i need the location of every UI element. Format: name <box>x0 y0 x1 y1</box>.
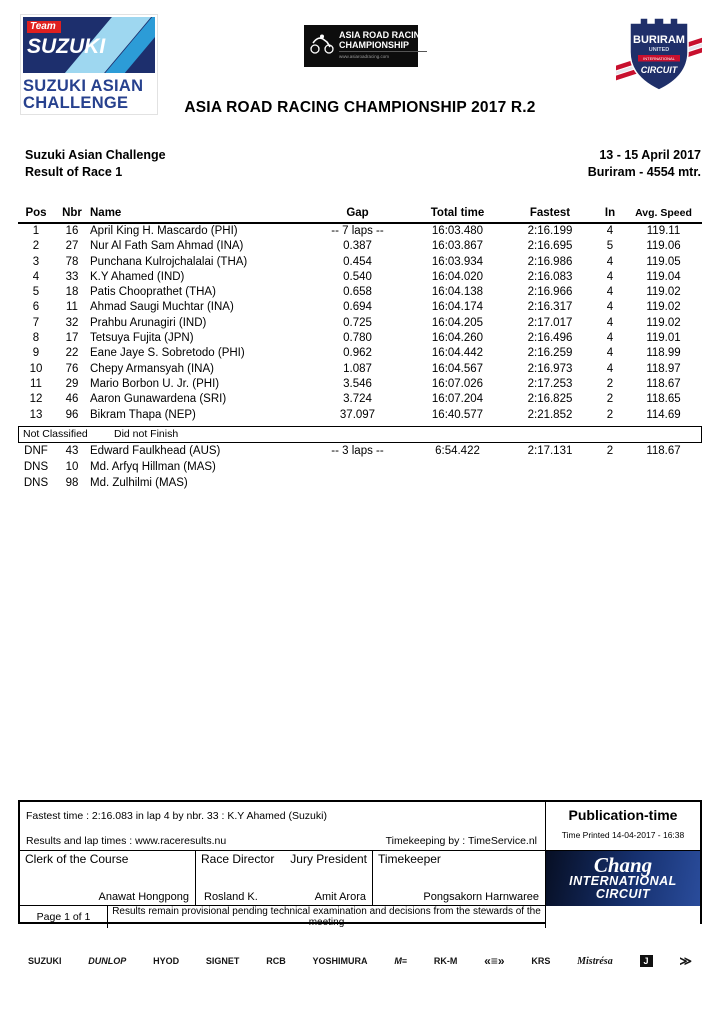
result-cell: 4 <box>606 286 614 299</box>
result-cell: 4 <box>606 270 614 283</box>
result-cell: 78 <box>65 255 79 268</box>
result-cell: 2:16.199 <box>527 225 573 237</box>
publication-time-title: Publication-time <box>568 807 678 823</box>
result-cell <box>305 460 410 476</box>
footer-empty-cell <box>545 906 700 928</box>
result-cell: 16:04.174 <box>431 301 484 314</box>
timekeeper-name: Pongsakorn Harnwaree <box>423 891 539 903</box>
result-row <box>18 362 702 377</box>
result-cell: 0.387 <box>343 240 372 253</box>
provisional-disclaimer: Results remain provisional pending technical examination and decisions from the stewards of the meeting <box>112 906 541 928</box>
chang-circuit-logo <box>545 851 700 906</box>
wing-logo: ≫ <box>679 954 692 968</box>
results-table <box>18 207 702 423</box>
event-dates: 13 - 15 April 2017 <box>599 148 701 162</box>
result-cell: 0.658 <box>343 286 372 299</box>
mistresa-logo: Mistrésa <box>577 955 613 967</box>
result-cell: 2:16.259 <box>527 347 573 360</box>
result-cell: 11 <box>30 377 42 390</box>
event-venue: Buriram - 4554 mtr. <box>587 165 701 179</box>
arrc-url: www.asiaroadracing.com <box>339 51 427 62</box>
svg-text:BURIRAM: BURIRAM <box>633 34 685 46</box>
result-row <box>18 255 702 270</box>
result-cell: 29 <box>65 377 79 390</box>
result-cell: 2:16.825 <box>527 393 573 406</box>
hyod-logo: HYOD <box>153 956 180 966</box>
result-cell <box>410 460 505 476</box>
result-cell: Nur Al Fath Sam Ahmad (INA) <box>90 240 244 253</box>
results-url: Results and lap times : www.raceresults.nu <box>26 835 227 847</box>
result-cell: 119.11 <box>646 225 681 237</box>
j-box-logo: J <box>640 955 653 967</box>
result-cell: 32 <box>65 316 79 329</box>
result-cell: 0.540 <box>343 270 372 283</box>
result-cell: 16:04.205 <box>431 316 484 329</box>
result-cell: 10 <box>29 362 43 375</box>
col-nbr: Nbr <box>54 207 90 223</box>
result-cell: 4 <box>606 332 614 345</box>
chang-circuit: CIRCUIT <box>595 887 651 901</box>
result-cell: April King H. Mascardo (PHI) <box>90 225 238 237</box>
result-cell: 118.67 <box>646 445 681 457</box>
result-cell: 2:16.966 <box>527 286 573 299</box>
timekeeper-cell <box>372 851 545 905</box>
col-in: In <box>595 207 625 223</box>
yoshimura-logo: YOSHIMURA <box>312 956 368 966</box>
col-total-time: Total time <box>410 207 505 223</box>
result-cell: 118.97 <box>646 362 681 375</box>
result-cell: DNS <box>23 476 49 489</box>
result-cell: 5 <box>606 240 614 253</box>
result-cell: 18 <box>65 286 79 299</box>
suzuki-sponsor-logo: SUZUKI <box>28 956 62 966</box>
result-cell: 2:16.986 <box>527 255 573 268</box>
officials-row <box>20 851 545 906</box>
not-classified-table-wrap <box>18 444 702 491</box>
result-cell: 16:04.442 <box>431 347 484 360</box>
result-cell: 119.02 <box>646 316 681 329</box>
result-cell: 2 <box>606 377 614 390</box>
result-row <box>18 239 702 254</box>
result-cell: 46 <box>65 393 79 406</box>
page-number: Page 1 of 1 <box>20 906 108 928</box>
result-cell: 16:04.138 <box>431 286 484 299</box>
result-cell: 6:54.422 <box>435 445 480 457</box>
clerk-role: Clerk of the Course <box>25 852 129 866</box>
result-cell: 22 <box>65 347 79 360</box>
arrc-line2: CHAMPIONSHIP <box>339 40 410 50</box>
result-cell: 12 <box>29 393 43 406</box>
result-cell: 2:17.253 <box>527 377 573 390</box>
result-cell: DNF <box>24 445 48 457</box>
result-cell: 2 <box>606 445 614 457</box>
result-cell: 16:03.934 <box>431 255 484 268</box>
result-cell: 0.780 <box>343 332 372 345</box>
result-cell: K.Y Ahamed (IND) <box>90 270 185 283</box>
result-cell: 7 <box>32 316 40 329</box>
result-cell: 37.097 <box>339 408 376 421</box>
jury-president-name: Amit Arora <box>314 891 366 903</box>
col-pos: Pos <box>18 207 54 223</box>
chang-wordmark: Chang <box>593 853 653 877</box>
result-cell: 119.02 <box>646 286 681 299</box>
result-row <box>18 223 702 239</box>
result-cell: Punchana Kulrojchalalai (THA) <box>90 255 248 268</box>
result-cell: 4 <box>32 270 40 283</box>
result-cell <box>625 460 702 476</box>
col-fastest: Fastest <box>505 207 595 223</box>
result-cell: 3.546 <box>343 377 372 390</box>
result-cell: 43 <box>65 445 79 457</box>
result-cell: 16:07.026 <box>431 377 484 390</box>
result-cell: 0.962 <box>343 347 372 360</box>
championship-name: Suzuki Asian Challenge <box>25 148 166 162</box>
director-jury-cell <box>195 851 372 905</box>
result-cell: Ahmad Saugi Muchtar (INA) <box>90 301 234 314</box>
result-row <box>18 300 702 315</box>
col-avg-speed: Avg. Speed <box>625 207 702 223</box>
result-row <box>18 331 702 346</box>
suzuki-asian-label: SUZUKI ASIAN <box>23 77 144 95</box>
race-director-name: Rosland K. <box>204 891 258 903</box>
not-classified-row <box>18 444 702 460</box>
result-cell: 119.04 <box>646 270 681 283</box>
result-cell: Md. Arfyq Hillman (MAS) <box>90 460 216 473</box>
svg-text:CIRCUIT: CIRCUIT <box>640 65 678 75</box>
result-row <box>18 392 702 407</box>
result-cell: 2:16.317 <box>527 301 573 314</box>
result-cell: 5 <box>32 286 40 299</box>
results-table-wrap <box>18 207 702 423</box>
result-row <box>18 346 702 361</box>
suzuki-wordmark-panel <box>23 17 155 73</box>
result-cell <box>595 476 625 492</box>
result-cell: 17 <box>65 332 79 345</box>
krs-logo: KRS <box>531 956 551 966</box>
result-cell: 16:04.260 <box>431 332 484 345</box>
result-cell: 33 <box>65 270 79 283</box>
result-cell: 119.05 <box>646 255 681 268</box>
result-cell: 4 <box>606 225 614 237</box>
rk-m-logo: RK-M <box>433 956 458 966</box>
result-row <box>18 270 702 285</box>
result-cell: 10 <box>65 460 79 473</box>
result-cell: Prahbu Arunagiri (IND) <box>90 316 207 329</box>
result-cell: Eane Jaye S. Sobretodo (PHI) <box>90 347 245 360</box>
results-links-row <box>20 831 545 851</box>
result-cell: 2 <box>606 393 614 406</box>
result-cell: Md. Zulhilmi (MAS) <box>90 476 188 489</box>
fastest-time-line: Fastest time : 2:16.083 in lap 4 by nbr. 33 : K.Y Ahamed (Suzuki) <box>26 810 327 822</box>
result-cell: 27 <box>65 240 79 253</box>
result-cell: 114.69 <box>646 408 681 421</box>
result-cell: 4 <box>606 316 614 329</box>
timekeeper-role: Timekeeper <box>378 852 441 866</box>
result-cell: 0.725 <box>343 316 372 329</box>
race-director-role: Race Director <box>201 852 275 866</box>
result-cell: 16:40.577 <box>431 408 484 421</box>
svg-text:UNITED: UNITED <box>648 47 670 53</box>
result-cell: 119.02 <box>646 301 681 314</box>
result-cell: 16:03.867 <box>431 240 484 253</box>
result-cell: 0.454 <box>343 255 372 268</box>
result-cell: 76 <box>65 362 79 375</box>
result-cell: 2:16.973 <box>527 362 573 375</box>
result-row <box>18 285 702 300</box>
arrc-line1: ASIA ROAD RACING <box>339 30 428 40</box>
arrc-logo <box>304 25 428 67</box>
result-cell: 11 <box>66 301 78 314</box>
result-cell: 1 <box>32 225 40 237</box>
event-date-venue <box>588 147 701 181</box>
result-cell: 4 <box>606 362 614 375</box>
results-header-row <box>18 207 702 223</box>
dunlop-logo: DUNLOP <box>88 956 127 966</box>
result-cell: 4 <box>606 347 614 360</box>
result-cell: 16:04.020 <box>431 270 484 283</box>
result-cell: 2:16.695 <box>527 240 573 253</box>
chang-international: INTERNATIONAL <box>569 874 677 888</box>
event-info <box>25 147 166 181</box>
result-cell: 16 <box>65 225 79 237</box>
result-cell: Bikram Thapa (NEP) <box>90 408 196 421</box>
result-cell: 118.67 <box>646 377 681 390</box>
not-classified-label: Not Classified <box>23 428 88 440</box>
result-cell: Edward Faulkhead (AUS) <box>90 445 221 457</box>
result-cell: 1.087 <box>343 362 372 375</box>
result-cell: 2:17.017 <box>527 316 573 329</box>
result-cell: Patis Chooprathet (THA) <box>90 286 216 299</box>
result-cell: 119.06 <box>646 240 681 253</box>
time-printed: Time Printed 14-04-2017 - 16:38 <box>561 830 685 840</box>
signet-logo: SIGNET <box>205 956 240 966</box>
page-title: ASIA ROAD RACING CHAMPIONSHIP 2017 R.2 <box>184 99 536 116</box>
timekeeping-by: Timekeeping by : TimeService.nl <box>385 835 537 847</box>
result-cell: 2:16.496 <box>527 332 573 345</box>
arrc-text-block <box>339 30 427 62</box>
clerk-name: Anawat Hongpong <box>98 891 189 903</box>
result-cell <box>595 460 625 476</box>
jury-president-role: Jury President <box>290 852 367 866</box>
result-cell: 2:21.852 <box>527 408 573 421</box>
not-classified-row <box>18 460 702 476</box>
col-name: Name <box>90 207 305 223</box>
oval-logo: «≡» <box>484 954 505 968</box>
result-cell: 16:04.567 <box>431 362 484 375</box>
result-cell: 2 <box>606 408 614 421</box>
challenge-label: CHALLENGE <box>23 94 129 112</box>
result-row <box>18 377 702 392</box>
result-cell: 98 <box>65 476 79 489</box>
not-classified-row <box>18 476 702 492</box>
result-cell: 8 <box>32 332 40 345</box>
result-cell: Chepy Armansyah (INA) <box>90 362 214 375</box>
buriram-circuit-logo <box>616 10 702 98</box>
result-cell: 4 <box>606 301 614 314</box>
sponsor-logos-row <box>28 948 692 974</box>
result-row <box>18 316 702 331</box>
result-cell: 118.65 <box>646 393 681 406</box>
result-cell: 9 <box>32 347 40 360</box>
did-not-finish-label: Did not Finish <box>114 428 179 440</box>
result-cell: 2:16.083 <box>527 270 573 283</box>
page-row <box>20 906 545 928</box>
result-cell <box>625 476 702 492</box>
result-row <box>18 408 702 423</box>
svg-text:INTERNATIONAL: INTERNATIONAL <box>643 56 675 61</box>
not-classified-bar <box>18 426 702 443</box>
team-tag: Team <box>27 21 61 33</box>
motorcycle-icon <box>309 32 335 61</box>
result-cell: 6 <box>32 301 40 314</box>
race-name: Result of Race 1 <box>25 165 123 179</box>
suzuki-brand: SUZUKI <box>27 35 106 58</box>
result-cell: 96 <box>65 408 79 421</box>
result-cell <box>305 476 410 492</box>
not-classified-table <box>18 444 702 491</box>
result-cell: 118.99 <box>646 347 681 360</box>
result-cell <box>505 460 595 476</box>
clerk-cell <box>20 851 195 905</box>
footer-box <box>18 800 702 928</box>
result-cell <box>505 476 595 492</box>
result-cell: 0.694 <box>343 301 372 314</box>
result-cell: 16:03.480 <box>431 225 484 237</box>
result-cell: 2:17.131 <box>527 445 573 457</box>
result-cell: 119.01 <box>646 332 681 345</box>
result-cell: 2 <box>32 240 40 253</box>
result-cell <box>410 476 505 492</box>
col-gap: Gap <box>305 207 410 223</box>
m-logo: M≡ <box>394 956 408 966</box>
result-cell: Tetsuya Fujita (JPN) <box>90 332 194 345</box>
result-cell: 3.724 <box>343 393 372 406</box>
result-cell: 4 <box>606 255 614 268</box>
result-cell: Mario Borbon U. Jr. (PHI) <box>90 377 220 390</box>
result-cell: 16:07.204 <box>431 393 484 406</box>
result-cell: -- 3 laps -- <box>331 445 384 457</box>
result-cell: Aaron Gunawardena (SRI) <box>90 393 227 406</box>
publication-time-cell <box>545 802 700 851</box>
result-cell: 3 <box>32 255 40 268</box>
result-cell: -- 7 laps -- <box>331 225 384 237</box>
result-cell: 13 <box>29 408 43 421</box>
rcb-logo: RCB <box>266 956 286 966</box>
result-cell: DNS <box>23 460 49 473</box>
